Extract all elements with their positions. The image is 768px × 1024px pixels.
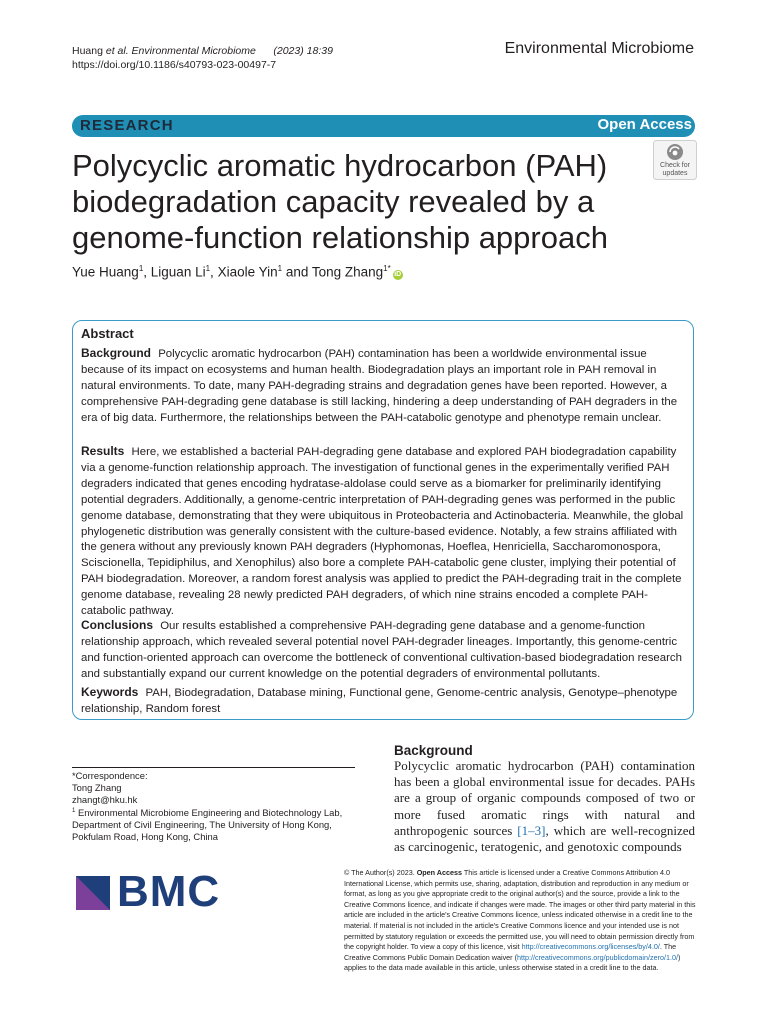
article-title: Polycyclic aromatic hydrocarbon (PAH) biodegradation capacity revealed by a genome-function relationship approach xyxy=(72,148,608,255)
orcid-icon[interactable]: iD xyxy=(394,270,402,278)
author-list: Yue Huang$^1$, Liguan Li$^1$, Xiaole Yin$^1$ and Tong Zhang$^{1*}$iD xyxy=(72,264,402,280)
license-open-access: Open Access xyxy=(416,868,462,877)
citation-header xyxy=(72,44,333,72)
abstract-conclusions-label: Conclusions xyxy=(81,618,154,632)
author-4-sup: 1* xyxy=(383,264,391,273)
citation-author: Huang xyxy=(72,45,103,57)
affiliation xyxy=(72,806,364,843)
correspondence-name: Tong Zhang xyxy=(72,781,122,793)
license-link-2[interactable]: http://creativecommons.org/publicdomain/zero/1.0/ xyxy=(516,952,678,962)
abstract-results-text: Here, we established a bacterial PAH-degrading gene database and explored PAH biodegradation capability via a genome-function relationship approach. The investigation of functional genes in the experimentally verified PAH degraders indicated that genes encoding hydratase-aldolase could serve as a biomarker for preliminarily identifying potential degraders. Additionally, a genome-centric interpretation of PAH-degrading genes was performed in the public genome database, demonstrating that they were ubiquitous in Proteobacteria and Actinobacteria. Meanwhile, the global phylogenetic distribution was generally consistent with the culture-based evidence. Notably, a few strains affiliated with the genera without any previously known PAH degraders (Hyphomonas, Hoeflea, Henriciella, Saccharomonospora, Sciscionella, Tepidiphilus, and Xenophilus) also bore a complete PAH-catabolic gene cluster, implying their potential of PAH biodegradation. Moreover, a random forest analysis was applied to predict the PAH-degrading trait in the complete genome database, revealing 28 newly predicted PAH degraders, of which nine strains encoded a complete PAH-catabolic pathway. xyxy=(81,446,684,618)
article-type-label: RESEARCH xyxy=(80,117,174,134)
license-prefix: © The Author(s) 2023. xyxy=(344,868,415,877)
open-access-label: Open Access xyxy=(597,116,692,133)
author-3-sup: 1 xyxy=(277,264,283,273)
check-for-updates-label xyxy=(649,162,701,178)
check-for-updates-line1: Check for xyxy=(660,162,690,169)
author-2-sup: 1 xyxy=(205,264,211,273)
author-1[interactable]: Yue Huang xyxy=(72,264,139,280)
license-text xyxy=(344,868,696,974)
abstract-conclusions-text: Our results established a comprehensive PAH-degrading gene database and a genome-function relationship approach, which revealed several potential novel PAH-degrader lineages. Importantly, this genome-centric and function-oriented approach can overcome the bottleneck of conventional cultivation-based biodegradation research and substantially expand our current knowledge on the potential degraders of environmental pollutants. xyxy=(81,620,682,680)
background-heading: Background xyxy=(394,743,473,758)
abstract-results-label: Results xyxy=(81,444,125,458)
abstract-keywords xyxy=(81,685,687,718)
background-text-1: Polycyclic aromatic hydrocarbon (PAH) contamination has been a global environmental issue for decades. PAHs are a group of organic compounds composed of two or more fused aromatic rings with natural and anthropogenic sources xyxy=(394,758,695,838)
abstract-background-text: Polycyclic aromatic hydrocarbon (PAH) contamination has been a worldwide environmental issue because of its impact on ecosystems and human health. Biodegradation plays an important role in PAH removal in natural environments. To date, many PAH-degrading strains and degradation genes have been reported. However, a comprehensive PAH-degrading gene database is still lacking, hindering a deep understanding of PAH degraders in the era of big data. Furthermore, the relationships between the PAH-catabolic genotype and phenotype remain unclear. xyxy=(81,348,678,424)
affiliation-text: Environmental Microbiome Engineering and Biotechnology Lab, Department of Civil Engineering, The University of Hong Kong, Pokfulam Road, Hong Kong, China xyxy=(72,806,343,842)
background-paragraph xyxy=(394,758,695,855)
correspondence-block xyxy=(72,770,364,843)
author-4[interactable]: and Tong Zhang xyxy=(285,264,384,280)
author-2[interactable]: Liguan Li xyxy=(150,264,206,280)
citation-year: (2023) 18:39 xyxy=(273,45,333,57)
correspondence-divider xyxy=(72,767,355,768)
keywords-label: Keywords xyxy=(81,685,139,699)
doi-link[interactable]: https://doi.org/10.1186/s40793-023-00497-7 xyxy=(72,59,277,71)
license-text-2: . The Creative Commons Public Domain Dedication waiver ( xyxy=(344,942,677,962)
license-text-1: This article is licensed under a Creative Commons Attribution 4.0 International License, which permits use, sharing, adaptation, distribution and reproduction in any medium or format, as long as you give appropriate credit to the original author(s) and the source, provide a link to the Creative Commons licence, and indicate if changes were made. The images or other third party material in this article are included in the article's Creative Commons licence, unless indicated otherwise in a credit line to the material. If material is not included in the article's Creative Commons licence and your intended use is not permitted by statutory regulation or exceeds the permitted use, you will need to obtain permission directly from the copyright holder. To view a copy of this licence, visit xyxy=(344,868,696,952)
background-text-2: , which are well-recognized as carcinogenic, teratogenic, and genotoxic compounds xyxy=(394,822,695,855)
journal-name: Environmental Microbiome xyxy=(504,40,694,57)
abstract-results xyxy=(81,444,687,620)
keywords-text: PAH, Biodegradation, Database mining, Functional gene, Genome-centric analysis, Genotype–phenotype relationship, Random forest xyxy=(81,687,678,715)
correspondence-email[interactable]: zhangt@hku.hk xyxy=(72,793,138,805)
license-link-1[interactable]: http://creativecommons.org/licenses/by/4.0/ xyxy=(521,942,660,952)
bmc-logo-text: BMC xyxy=(117,867,221,916)
correspondence-label: *Correspondence: xyxy=(72,770,148,781)
citation-journal: et al. Environmental Microbiome xyxy=(105,45,256,57)
abstract-background xyxy=(81,346,687,427)
abstract-heading: Abstract xyxy=(81,326,134,341)
citation-line xyxy=(72,44,333,58)
author-1-sup: 1 xyxy=(138,264,144,273)
bmc-logo-icon xyxy=(76,876,110,910)
check-for-updates-line2: updates xyxy=(662,170,688,177)
affiliation-sup: 1 xyxy=(72,807,76,814)
author-3[interactable]: Xiaole Yin xyxy=(217,264,278,280)
abstract-background-label: Background xyxy=(81,346,152,360)
abstract-conclusions xyxy=(81,618,687,683)
reference-link[interactable]: [1–3] xyxy=(517,822,546,838)
license-text-3: ) applies to the data made available in this article, unless otherwise stated in a credit line to the data. xyxy=(344,952,681,973)
